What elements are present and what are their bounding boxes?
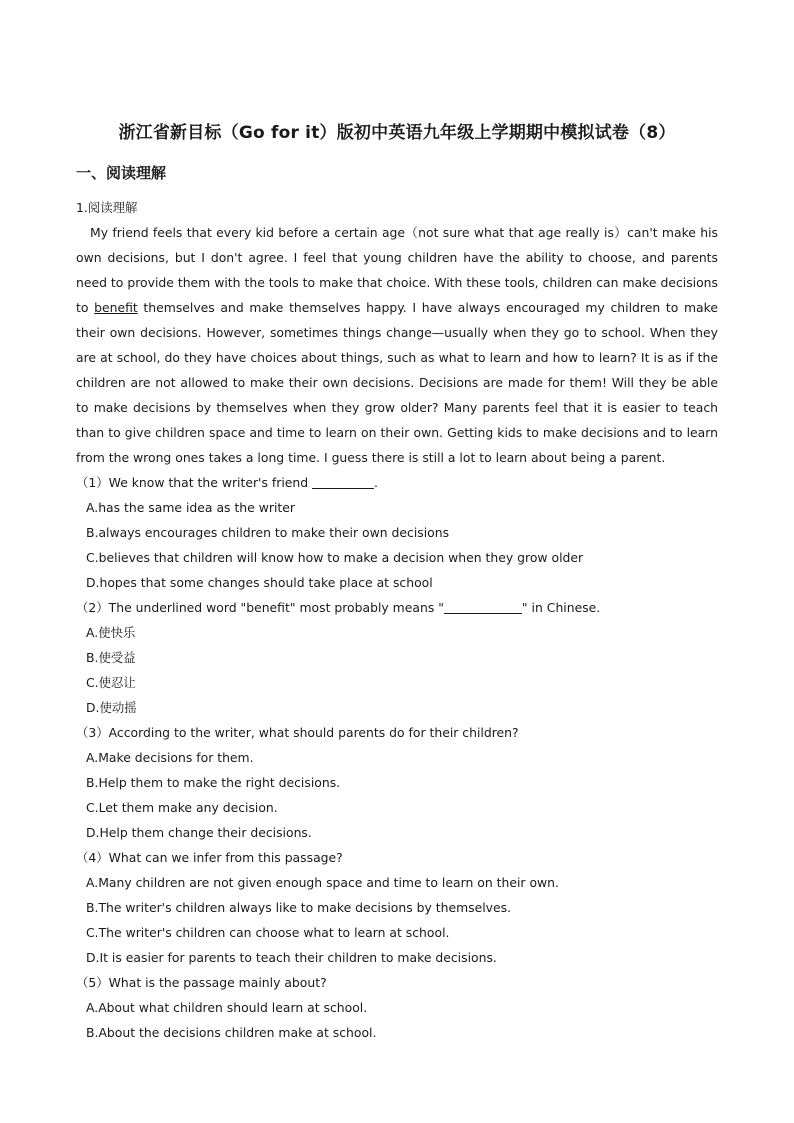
- option-item: A.has the same idea as the writer: [86, 500, 295, 515]
- passage-text-part1: My friend feels that every kid before a certain age（not sure what that age really is）can't make his own decisions, but I don't agree. I feel that young children have the ability to choose, and parents need to provide them with the tools to make that choice. With these tools, children can make decisions to: [76, 225, 718, 315]
- option-item: D.It is easier for parents to teach their children to make decisions.: [86, 950, 497, 965]
- option-item: B.The writer's children always like to make decisions by themselves.: [86, 900, 512, 915]
- option-item: A.About what children should learn at school.: [86, 1000, 368, 1015]
- option-item: A.Many children are not given enough space and time to learn on their own.: [86, 875, 559, 890]
- option-item: A.Make decisions for them.: [86, 750, 254, 765]
- question-text: What is the passage mainly about?: [108, 975, 327, 990]
- answer-blank: [444, 599, 522, 614]
- option-item: B.Help them to make the right decisions.: [86, 775, 341, 790]
- option-item: D.使动摇: [86, 700, 137, 715]
- question-text: We know that the writer's friend: [108, 475, 313, 490]
- underlined-word: benefit: [94, 300, 138, 315]
- option-item: C.The writer's children can choose what to learn at school.: [86, 925, 450, 940]
- option-item: C.believes that children will know how to make a decision when they grow older: [86, 550, 584, 565]
- passage-text-part2: themselves and make themselves happy. I have always encouraged my children to make their own decisions. However, sometimes things change—usually when they go to school. When they are at school, do they have choices about things, such as what to learn and how to learn? It is as if the children are not allowed to make their own decisions. Decisions are made for them! Will they be able to make decisions by themselves when they grow older? Many parents feel that it is easier to teach than to give children space and time to learn on their own. Getting kids to make decisions and to learn from the wrong ones takes a long time. I guess there is still a lot to learn about being a parent.: [76, 300, 718, 465]
- option-item: D.Help them change their decisions.: [86, 825, 312, 840]
- question-number: （4）: [76, 850, 109, 865]
- question-text: According to the writer, what should parents do for their children?: [108, 725, 519, 740]
- option-item: C.使忍让: [86, 675, 136, 690]
- question-stem: [76, 470, 718, 495]
- question-block: [76, 195, 718, 1045]
- option-item: B.always encourages children to make their own decisions: [86, 525, 450, 540]
- option-item: C.Let them make any decision.: [86, 800, 278, 815]
- reading-passage: [76, 220, 718, 470]
- question-label: 1.阅读理解: [76, 200, 138, 215]
- question-text: The underlined word "benefit" most probably means ": [108, 600, 444, 615]
- answer-blank: [312, 474, 374, 489]
- page-title: 浙江省新目标（Go for it）版初中英语九年级上学期期中模拟试卷（8）: [118, 123, 676, 143]
- question-text-end: .: [374, 475, 378, 490]
- option-item: D.hopes that some changes should take place at school: [86, 575, 433, 590]
- option-item: B.About the decisions children make at school.: [86, 1025, 377, 1040]
- question-stem: [76, 595, 718, 620]
- question-stem: [76, 845, 718, 870]
- option-item: A.使快乐: [86, 625, 136, 640]
- question-stem: [76, 720, 718, 745]
- option-item: B.使受益: [86, 650, 136, 665]
- question-stem: [76, 970, 718, 995]
- question-number: （3）: [76, 725, 109, 740]
- question-number: （2）: [76, 600, 109, 615]
- question-number: （1）: [76, 475, 109, 490]
- question-text-end: " in Chinese.: [521, 600, 601, 615]
- question-text: What can we infer from this passage?: [108, 850, 343, 865]
- question-number: （5）: [76, 975, 109, 990]
- section-heading: 一、阅读理解: [76, 164, 167, 182]
